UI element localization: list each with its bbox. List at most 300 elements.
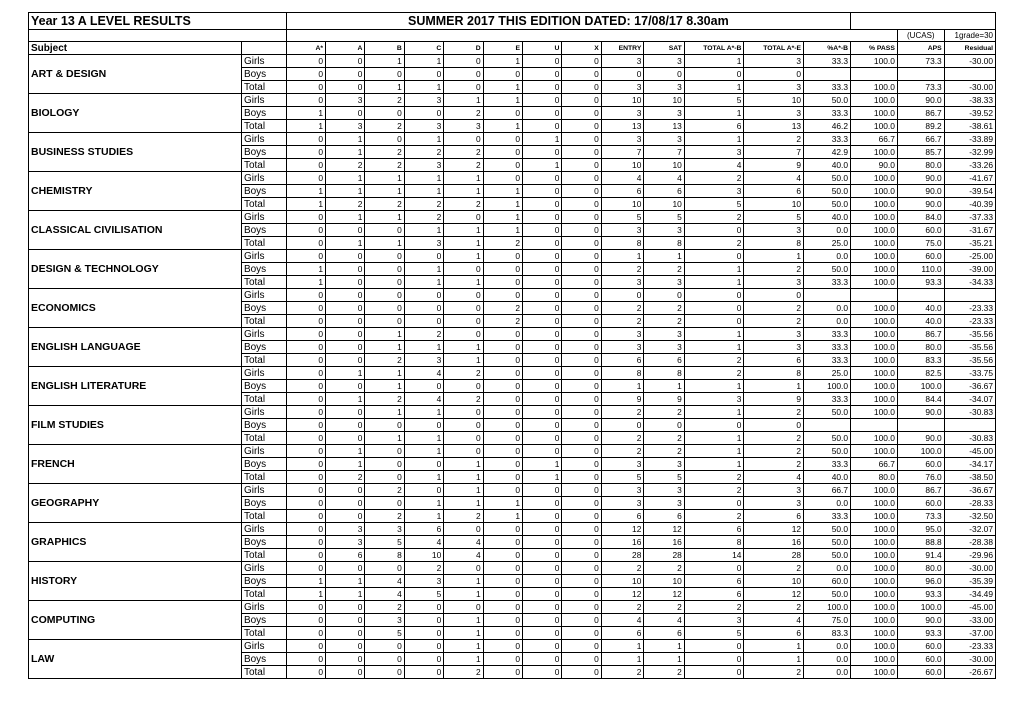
table-cell: 0 — [523, 367, 562, 380]
subject-name: COMPUTING — [29, 601, 242, 640]
table-cell: 2 — [483, 315, 522, 328]
table-cell: 73.3 — [897, 81, 944, 94]
table-cell: 1 — [684, 107, 744, 120]
table-cell: 3 — [744, 497, 804, 510]
table-cell: 1 — [326, 172, 365, 185]
table-cell: 1 — [483, 224, 522, 237]
table-cell: 0 — [483, 653, 522, 666]
table-cell: 4 — [444, 549, 483, 562]
table-cell: 2 — [744, 406, 804, 419]
table-cell: 6 — [601, 354, 644, 367]
table-cell: 1 — [286, 588, 325, 601]
table-cell: 2 — [684, 510, 744, 523]
table-cell: 0 — [562, 81, 601, 94]
table-cell: 3 — [601, 484, 644, 497]
table-cell: 0 — [483, 393, 522, 406]
table-cell: 0 — [562, 263, 601, 276]
table-cell: 3 — [744, 107, 804, 120]
table-cell: 0 — [483, 666, 522, 679]
table-cell: 12 — [644, 588, 684, 601]
table-cell: 0 — [562, 458, 601, 471]
table-cell: 6 — [684, 523, 744, 536]
table-cell: 1 — [483, 94, 522, 107]
table-cell: -29.96 — [944, 549, 995, 562]
table-cell: -34.07 — [944, 393, 995, 406]
table-cell: 1 — [404, 497, 443, 510]
table-cell: 33.3 — [804, 133, 851, 146]
table-cell: -33.26 — [944, 159, 995, 172]
table-cell: 0 — [523, 211, 562, 224]
table-cell: 2 — [601, 432, 644, 445]
table-cell: 73.3 — [897, 55, 944, 68]
table-cell: 1 — [404, 445, 443, 458]
table-cell: 0 — [523, 302, 562, 315]
table-cell: 1 — [483, 55, 522, 68]
table-cell: 0 — [483, 640, 522, 653]
table-cell: 2 — [601, 601, 644, 614]
table-cell: 0 — [444, 211, 483, 224]
table-cell: 1 — [404, 224, 443, 237]
subject-name: BUSINESS STUDIES — [29, 133, 242, 172]
table-cell: 0 — [286, 289, 325, 302]
table-cell: 0 — [286, 302, 325, 315]
table-cell: 100.0 — [851, 445, 898, 458]
table-cell: 90.0 — [897, 432, 944, 445]
table-cell — [851, 419, 898, 432]
table-cell: 1 — [286, 263, 325, 276]
report-edition: SUMMER 2017 THIS EDITION DATED: 17/08/17 8.30am — [286, 13, 850, 30]
row-label: Girls — [241, 445, 286, 458]
table-cell: 0 — [523, 224, 562, 237]
table-cell: 3 — [644, 484, 684, 497]
table-cell: 100.0 — [851, 497, 898, 510]
table-row — [29, 601, 996, 614]
table-cell: 0 — [444, 601, 483, 614]
table-row — [29, 406, 996, 419]
table-cell: 16 — [601, 536, 644, 549]
table-cell: 10 — [644, 159, 684, 172]
table-cell: 100.0 — [851, 341, 898, 354]
column-header-row — [29, 42, 996, 55]
table-cell: 0 — [365, 250, 404, 263]
table-cell: 0 — [326, 562, 365, 575]
table-cell: 4 — [744, 471, 804, 484]
table-cell: 1 — [601, 250, 644, 263]
table-cell: 0 — [286, 367, 325, 380]
gender-header — [241, 42, 286, 55]
table-cell: -39.00 — [944, 263, 995, 276]
table-cell: 0 — [744, 68, 804, 81]
table-cell: 100.0 — [851, 575, 898, 588]
table-cell: 0 — [523, 432, 562, 445]
table-cell: 0 — [562, 549, 601, 562]
table-cell: 4 — [744, 172, 804, 185]
table-cell: 3 — [601, 81, 644, 94]
table-cell: 0 — [286, 159, 325, 172]
table-cell: 8 — [744, 367, 804, 380]
table-cell: 0 — [365, 276, 404, 289]
table-cell: 3 — [404, 575, 443, 588]
table-cell: -38.50 — [944, 471, 995, 484]
table-cell: 0.0 — [804, 315, 851, 328]
table-cell: 9 — [644, 393, 684, 406]
table-row — [29, 289, 996, 302]
table-cell: -37.33 — [944, 211, 995, 224]
table-cell: 46.2 — [804, 120, 851, 133]
table-cell — [897, 68, 944, 81]
table-cell: 100.0 — [851, 328, 898, 341]
table-cell: 0 — [404, 640, 443, 653]
column-header: X — [562, 42, 601, 55]
table-cell: 1 — [365, 81, 404, 94]
table-cell: 90.0 — [897, 94, 944, 107]
table-cell — [851, 68, 898, 81]
table-cell: 3 — [644, 133, 684, 146]
table-row — [29, 328, 996, 341]
table-cell: 2 — [326, 198, 365, 211]
table-cell: 3 — [644, 458, 684, 471]
table-cell: 0 — [404, 601, 443, 614]
table-cell: -23.33 — [944, 640, 995, 653]
row-label: Boys — [241, 341, 286, 354]
table-cell: 0 — [404, 289, 443, 302]
table-cell: 89.2 — [897, 120, 944, 133]
table-cell: 0.0 — [804, 250, 851, 263]
row-label: Girls — [241, 172, 286, 185]
table-cell: -32.50 — [944, 510, 995, 523]
table-cell: 1 — [326, 211, 365, 224]
table-cell: 3 — [601, 107, 644, 120]
table-cell: 60.0 — [897, 250, 944, 263]
results-table-body — [29, 13, 996, 679]
table-cell: 6 — [684, 575, 744, 588]
table-cell: -31.67 — [944, 224, 995, 237]
subtitle-row — [29, 30, 996, 42]
title-spacer — [851, 13, 996, 30]
table-cell: 0 — [326, 497, 365, 510]
table-cell: 85.7 — [897, 146, 944, 159]
table-cell: -36.67 — [944, 484, 995, 497]
table-cell: 0 — [444, 315, 483, 328]
table-cell: 7 — [744, 146, 804, 159]
table-cell: 0 — [562, 536, 601, 549]
table-cell: 1 — [444, 588, 483, 601]
table-cell: 0 — [286, 211, 325, 224]
table-cell: 1 — [523, 133, 562, 146]
table-cell: 3 — [326, 120, 365, 133]
table-cell: 1 — [404, 81, 443, 94]
subject-name: ENGLISH LITERATURE — [29, 367, 242, 406]
row-label: Girls — [241, 133, 286, 146]
table-cell: -45.00 — [944, 601, 995, 614]
table-cell: 0 — [562, 393, 601, 406]
row-label: Boys — [241, 68, 286, 81]
table-cell: 1 — [744, 380, 804, 393]
table-cell: 1 — [326, 367, 365, 380]
table-cell: 0 — [365, 107, 404, 120]
table-row — [29, 523, 996, 536]
table-cell: 10 — [601, 94, 644, 107]
table-cell: 100.0 — [851, 315, 898, 328]
table-cell: 0 — [523, 549, 562, 562]
table-cell: 0 — [286, 536, 325, 549]
table-cell: 1 — [286, 276, 325, 289]
table-cell: 100.0 — [851, 562, 898, 575]
table-cell: 1 — [684, 263, 744, 276]
table-cell: 0 — [286, 224, 325, 237]
table-cell: 0 — [523, 640, 562, 653]
table-cell: 1 — [444, 471, 483, 484]
table-cell: 0 — [404, 614, 443, 627]
table-cell: 0 — [523, 328, 562, 341]
table-cell: -30.83 — [944, 406, 995, 419]
table-cell: 4 — [601, 614, 644, 627]
table-cell: 76.0 — [897, 471, 944, 484]
table-cell: 50.0 — [804, 432, 851, 445]
table-cell: 100.0 — [851, 549, 898, 562]
table-cell: 4 — [744, 614, 804, 627]
table-cell: 5 — [644, 211, 684, 224]
table-cell: 3 — [644, 81, 684, 94]
table-cell: 2 — [744, 432, 804, 445]
table-cell: 3 — [601, 497, 644, 510]
table-cell: 2 — [404, 198, 443, 211]
table-cell: 100.0 — [851, 211, 898, 224]
table-cell: 0 — [523, 250, 562, 263]
table-cell: 1 — [365, 172, 404, 185]
table-cell: 2 — [365, 159, 404, 172]
table-cell: 1 — [365, 237, 404, 250]
table-cell: 0 — [562, 133, 601, 146]
table-cell: 0 — [523, 341, 562, 354]
table-cell: 0 — [684, 315, 744, 328]
table-cell: 0 — [523, 289, 562, 302]
table-cell: 1 — [684, 432, 744, 445]
table-row — [29, 250, 996, 263]
row-label: Total — [241, 471, 286, 484]
table-cell: 0 — [286, 68, 325, 81]
aps-note: (UCAS) — [897, 30, 944, 42]
table-cell: 0 — [523, 172, 562, 185]
table-cell: 0 — [483, 549, 522, 562]
table-cell: 1 — [523, 458, 562, 471]
table-cell: 0 — [523, 315, 562, 328]
table-cell: 100.0 — [851, 393, 898, 406]
table-cell: 0 — [286, 666, 325, 679]
table-cell: 93.3 — [897, 588, 944, 601]
table-row — [29, 562, 996, 575]
table-cell: 0 — [286, 380, 325, 393]
table-cell: 80.0 — [897, 341, 944, 354]
table-cell: 0 — [562, 328, 601, 341]
subject-name: BIOLOGY — [29, 94, 242, 133]
row-label: Boys — [241, 263, 286, 276]
table-cell: 0 — [644, 68, 684, 81]
table-row — [29, 445, 996, 458]
row-label: Boys — [241, 107, 286, 120]
column-header: A — [326, 42, 365, 55]
table-cell: 0 — [523, 68, 562, 81]
table-cell: 4 — [444, 536, 483, 549]
table-cell: 0 — [365, 666, 404, 679]
table-row — [29, 484, 996, 497]
table-cell: 100.0 — [851, 601, 898, 614]
table-cell: 0 — [365, 562, 404, 575]
table-cell: 0 — [286, 458, 325, 471]
table-cell: 0 — [483, 601, 522, 614]
table-cell: 100.0 — [851, 406, 898, 419]
table-cell: 5 — [404, 588, 443, 601]
table-cell: -26.67 — [944, 666, 995, 679]
table-cell: 0 — [523, 497, 562, 510]
table-cell: 0 — [483, 380, 522, 393]
table-cell: 0 — [483, 263, 522, 276]
table-cell: 0 — [523, 653, 562, 666]
table-cell: 3 — [601, 276, 644, 289]
table-cell: 73.3 — [897, 510, 944, 523]
table-cell: 1 — [684, 81, 744, 94]
row-label: Boys — [241, 497, 286, 510]
row-label: Girls — [241, 94, 286, 107]
table-cell: 0 — [601, 419, 644, 432]
table-cell: -39.52 — [944, 107, 995, 120]
table-cell: 1 — [483, 198, 522, 211]
report-title: Year 13 A LEVEL RESULTS — [29, 13, 287, 30]
table-cell: 0 — [523, 380, 562, 393]
table-cell: 2 — [644, 601, 684, 614]
table-cell: 1 — [404, 510, 443, 523]
table-cell: 14 — [684, 549, 744, 562]
row-label: Girls — [241, 640, 286, 653]
table-cell: 1 — [404, 341, 443, 354]
table-cell: 6 — [601, 510, 644, 523]
table-cell: 100.0 — [851, 198, 898, 211]
table-cell: 2 — [644, 315, 684, 328]
table-cell: 8 — [684, 536, 744, 549]
table-cell: 90.0 — [897, 614, 944, 627]
table-cell: 2 — [744, 302, 804, 315]
table-cell: 2 — [444, 198, 483, 211]
table-cell: 2 — [365, 601, 404, 614]
table-cell: 12 — [601, 523, 644, 536]
table-cell: 0 — [326, 666, 365, 679]
table-cell: 2 — [365, 120, 404, 133]
table-cell: 33.3 — [804, 276, 851, 289]
table-cell: 0 — [286, 393, 325, 406]
table-cell: 25.0 — [804, 237, 851, 250]
table-cell: 2 — [444, 666, 483, 679]
table-cell: 0 — [365, 263, 404, 276]
table-cell: 0 — [286, 146, 325, 159]
table-cell: 0 — [404, 315, 443, 328]
table-cell: 0 — [523, 484, 562, 497]
table-row — [29, 640, 996, 653]
table-cell: 80.0 — [897, 159, 944, 172]
table-cell: 0 — [483, 341, 522, 354]
subject-name: CHEMISTRY — [29, 172, 242, 211]
table-cell: 0 — [684, 250, 744, 263]
table-cell: 1 — [326, 146, 365, 159]
table-cell: 96.0 — [897, 575, 944, 588]
table-cell: 1 — [404, 133, 443, 146]
table-cell: 0 — [483, 419, 522, 432]
table-cell: 0 — [365, 133, 404, 146]
table-cell: 1 — [444, 224, 483, 237]
table-cell: 1 — [444, 614, 483, 627]
row-label: Girls — [241, 523, 286, 536]
table-cell: 3 — [684, 146, 744, 159]
table-cell: 2 — [684, 484, 744, 497]
table-cell: 0 — [483, 484, 522, 497]
table-cell: 0 — [523, 562, 562, 575]
row-label: Girls — [241, 601, 286, 614]
table-cell: 0 — [644, 419, 684, 432]
table-cell: 9 — [744, 159, 804, 172]
table-cell: 3 — [744, 224, 804, 237]
table-cell: 100.0 — [851, 380, 898, 393]
table-cell: 2 — [644, 406, 684, 419]
table-cell: 100.0 — [851, 94, 898, 107]
table-cell: 2 — [601, 315, 644, 328]
subject-header: Subject — [29, 42, 242, 55]
table-cell: 6 — [744, 510, 804, 523]
table-cell — [944, 289, 995, 302]
table-cell: -36.67 — [944, 380, 995, 393]
row-label: Boys — [241, 419, 286, 432]
row-label: Total — [241, 666, 286, 679]
table-cell: 2 — [644, 263, 684, 276]
table-cell: 100.0 — [851, 55, 898, 68]
column-header: ENTRY — [601, 42, 644, 55]
table-cell: 4 — [601, 172, 644, 185]
table-cell: 10 — [744, 198, 804, 211]
table-cell: 0 — [404, 380, 443, 393]
table-cell: 0 — [523, 627, 562, 640]
table-cell: 0 — [523, 406, 562, 419]
table-cell: 1 — [684, 55, 744, 68]
table-cell: 2 — [684, 172, 744, 185]
table-cell: 91.4 — [897, 549, 944, 562]
table-cell: 1 — [326, 445, 365, 458]
table-cell: 0 — [286, 549, 325, 562]
table-row — [29, 133, 996, 146]
table-cell — [897, 289, 944, 302]
table-cell: 1 — [744, 640, 804, 653]
table-cell: 1 — [684, 341, 744, 354]
table-cell: 0 — [365, 445, 404, 458]
table-cell: 2 — [326, 159, 365, 172]
table-cell: 0 — [404, 627, 443, 640]
table-cell: 1 — [684, 328, 744, 341]
table-cell: 1 — [404, 172, 443, 185]
table-cell: 6 — [644, 185, 684, 198]
table-cell: 3 — [601, 55, 644, 68]
table-cell: -40.39 — [944, 198, 995, 211]
table-cell: 1 — [444, 341, 483, 354]
table-cell: 9 — [601, 393, 644, 406]
table-cell: 1 — [444, 354, 483, 367]
table-cell: 0 — [684, 562, 744, 575]
table-cell: 0 — [483, 562, 522, 575]
table-cell: 2 — [365, 198, 404, 211]
table-cell: -35.56 — [944, 341, 995, 354]
table-cell: 100.0 — [851, 250, 898, 263]
table-cell: 0 — [523, 601, 562, 614]
table-cell: 1 — [444, 627, 483, 640]
table-cell: 1 — [444, 250, 483, 263]
table-cell: 33.3 — [804, 81, 851, 94]
table-cell: 33.3 — [804, 328, 851, 341]
